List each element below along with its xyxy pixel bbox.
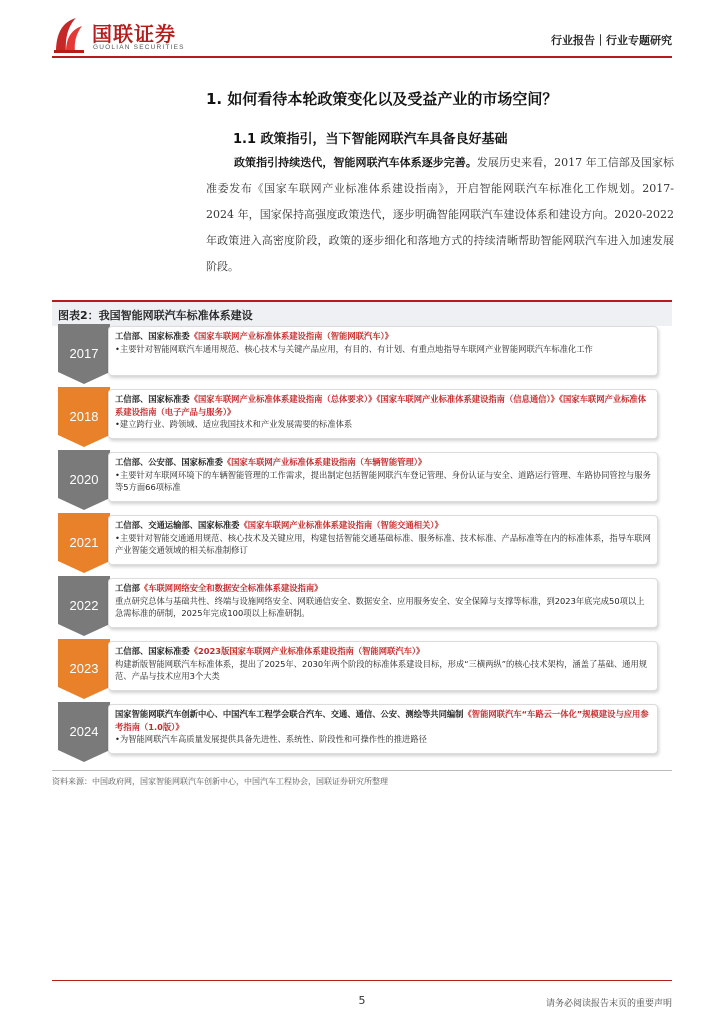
policy-description: 构建新版智能网联汽车标准体系，提出了2025年、2030年两个阶段的标准体系建设目标，形成“三横两纵”的核心技术架构，涵盖了基础、通用规范、产品与技术应用3个大类 [115, 658, 648, 681]
timeline-row [58, 513, 668, 573]
paragraph-lead: 政策指引持续迭代，智能网联汽车体系逐步完善。 [234, 156, 477, 169]
issuing-org: 工信部、国家标准委 [115, 331, 190, 341]
policy-document: 《国家车联网产业标准体系建设指南（车辆智能管理）》 [222, 457, 427, 467]
source-note: 资料来源：中国政府网，国家智能网联汽车创新中心，中国汽车工程协会，国联证券研究所整理 [52, 777, 388, 786]
year-label: 2018 [69, 409, 99, 424]
policy-document: 《国家车联网产业标准体系建设指南（智能网联汽车）》 [189, 331, 393, 341]
year-label: 2017 [69, 346, 99, 361]
policy-card [108, 704, 658, 754]
page-number: 5 [358, 994, 366, 1007]
timeline-row [58, 639, 668, 699]
section-heading: 1. 如何看待本轮政策变化以及受益产业的市场空间？ [206, 90, 558, 108]
logo-text-en: GUOLIAN SECURITIES [93, 44, 185, 51]
policy-description: •主要针对车联网环境下的车辆智能管理的工作需求，提出制定包括智能网联汽车登记管理、身份认证与安全、道路运行管理、车路协同管控与服务等5方面66项标准 [115, 469, 651, 492]
year-label: 2021 [69, 535, 99, 550]
logo-text-cn: 国联证券 [92, 22, 176, 46]
year-badge [58, 639, 110, 697]
issuing-org: 国家智能网联汽车创新中心、中国汽车工程学会联合汽车、交通、通信、公安、测绘等共同编制 [115, 709, 464, 719]
policy-description: •主要针对智能交通通用规范、核心技术及关键应用，构建包括智能交通基础标准、服务标准、技术标准、产品标准等在内的标准体系，指导车联网产业智能交通领域的相关标准制修订 [115, 532, 651, 555]
paragraph-body: 发展历史来看，2017 年工信部及国家标准委发布《国家车联网产业标准体系建设指南》，开启智能网联汽车标准化工作规划。2017-2024 年，国家保持高强度政策迭代，逐步明确智能网联汽车建设体系和建设方向。2020-2022 年政策进入高密度阶段，政策的逐步细化和落地方式的持续清晰帮助智能网联汽车进入加速发展阶段。 [206, 156, 674, 273]
year-badge [58, 387, 110, 445]
page-header [0, 0, 724, 62]
policy-card [108, 641, 658, 691]
source-divider [52, 770, 672, 771]
company-logo [52, 16, 192, 58]
year-badge [58, 450, 110, 508]
policy-text [115, 393, 651, 431]
issuing-org: 工信部、国家标准委 [115, 646, 190, 656]
year-badge [58, 576, 110, 634]
issuing-org: 工信部、国家标准委 [115, 394, 190, 404]
year-label: 2020 [69, 472, 99, 487]
year-label: 2023 [69, 661, 99, 676]
policy-card [108, 452, 658, 502]
policy-document: 《2023版国家车联网产业标准体系建设指南（智能网联汽车）》 [189, 646, 425, 656]
timeline-row [58, 387, 668, 447]
policy-document: 《国家车联网产业标准体系建设指南（智能交通相关）》 [239, 520, 443, 530]
timeline-row [58, 702, 668, 762]
issuing-org: 工信部、公安部、国家标准委 [115, 457, 223, 467]
policy-description: 重点研究总体与基础共性、终端与设施网络安全、网联通信安全、数据安全、应用服务安全、安全保障与支撑等标准，到2023年底完成50项以上急需标准的研制，2025年完成100项以上标准研制。 [115, 595, 645, 618]
year-label: 2022 [69, 598, 99, 613]
footer-divider [52, 980, 672, 981]
policy-text [115, 519, 651, 557]
policy-text [115, 330, 651, 355]
subsection-heading: 1.1 政策指引，当下智能网联汽车具备良好基础 [233, 132, 508, 147]
logo-mark-icon [52, 16, 86, 54]
policy-text [115, 582, 651, 620]
policy-card [108, 326, 658, 376]
policy-text [115, 645, 651, 683]
policy-document: 《车联网网络安全和数据安全标准体系建设指南》 [139, 583, 323, 593]
policy-text [115, 456, 651, 494]
figure-title-bar [52, 300, 672, 326]
policy-description: •建立跨行业、跨领域、适应我国技术和产业发展需要的标准体系 [115, 419, 353, 429]
footer-disclaimer: 请务必阅读报告末页的重要声明 [545, 999, 672, 1009]
policy-document: 《智能网联汽车“车路云一体化”规模建设与应用参考指南（1.0版）》 [115, 709, 649, 732]
policy-document: 《国家车联网产业标准体系建设指南（总体要求）》《国家车联网产业标准体系建设指南（信息通信）》《国家车联网产业标准体系建设指南（电子产品与服务）》 [115, 394, 647, 417]
figure-title: 图表2：我国智能网联汽车标准体系建设 [58, 309, 253, 322]
policy-description: •为智能网联汽车高质量发展提供具备先进性、系统性、阶段性和可操作性的推进路径 [115, 734, 427, 744]
year-label: 2024 [69, 724, 99, 739]
policy-card [108, 515, 658, 565]
policy-card [108, 578, 658, 628]
policy-text [115, 708, 651, 746]
timeline-row [58, 324, 668, 384]
issuing-org: 工信部 [115, 583, 140, 593]
year-badge [58, 324, 110, 382]
body-paragraph [206, 150, 674, 280]
report-type: 行业报告｜行业专题研究 [551, 34, 672, 47]
year-badge [58, 702, 110, 760]
issuing-org: 工信部、交通运输部、国家标准委 [115, 520, 240, 530]
policy-card [108, 389, 658, 439]
timeline-row [58, 450, 668, 510]
policy-description: •主要针对智能网联汽车通用规范、核心技术与关键产品应用，有目的、有计划、有重点地指导车联网产业智能网联汽车标准化工作 [115, 343, 593, 354]
timeline-row [58, 576, 668, 636]
header-divider [52, 56, 672, 58]
year-badge [58, 513, 110, 571]
